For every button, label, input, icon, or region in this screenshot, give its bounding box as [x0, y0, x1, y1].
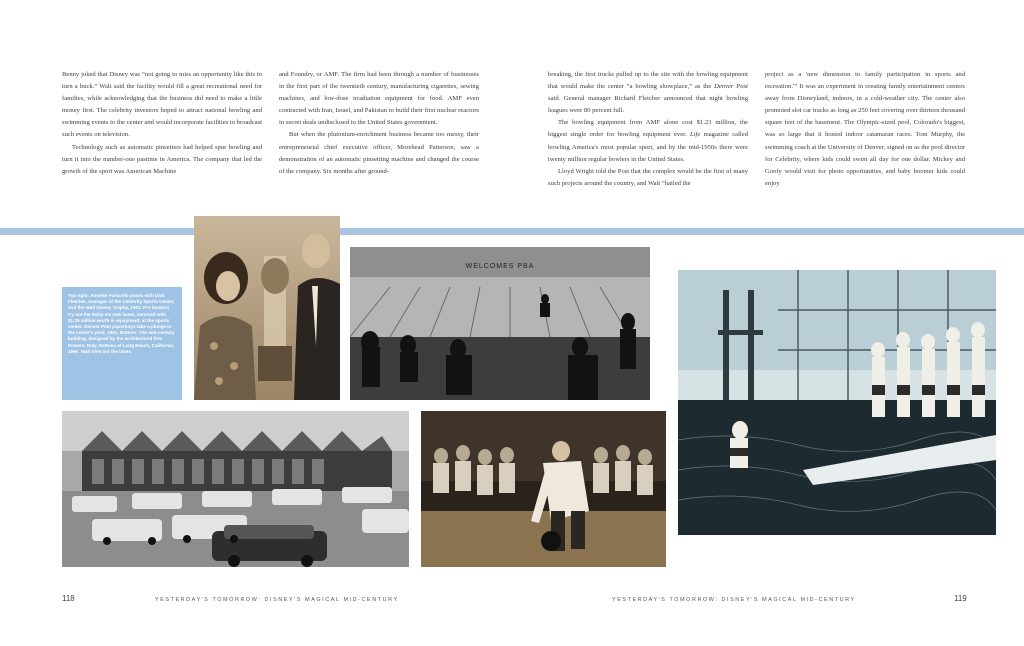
paragraph-text: The bowling equipment from AMF alone cost $1.23 million, the biggest single order for bowling equipment ever.: [548, 119, 748, 139]
text-column-2: [279, 69, 479, 178]
publication-name: Denver Post: [714, 83, 748, 91]
paragraph: Lloyd Wright told the Post that the complex would be the first of many such projects around the country, and Walt “hailed the: [548, 167, 748, 187]
publication-name: Life: [690, 131, 701, 139]
text-column-4: [765, 69, 965, 190]
photo-swimming-pool: [678, 270, 996, 535]
paragraph-text: breaking, the first trucks pulled up to the site with the bowling equipment that would make the center “a bowling showplace,” as the: [548, 71, 748, 91]
running-head-right: YESTERDAY'S TOMORROW: DISNEY'S MAGICAL MID-CENTURY: [612, 597, 856, 603]
photo-building-exterior: [62, 411, 409, 567]
text-column-1: [62, 69, 262, 178]
page-number-right: 119: [954, 594, 967, 603]
paragraph-text: said. General manager Richard Fletcher announced that night bowling leagues were 80 percent full.: [548, 95, 748, 115]
caption-text: Top right: Annette Funicello poses with Dick Fletcher, manager of the Celebrity Sports Center, and the Walt Disney Trophy, 1962. Pro bowlers try out the thirty-six new lanes, serviced with $1.25 million worth in equipment, at the sports center. Denver Post paperboys take a plunge in the center's pool, 1961. Bottom: The mid-century building, designed by the architectural firm Powers, Daly, DeRosa of Long Beach, California, 1960. Walt tries out the lanes.: [68, 293, 175, 354]
paragraph: [548, 69, 748, 117]
paragraph-text: magazine called bowling America's most popular sport, and by the mid-1950s there were twenty million regular bowlers in the United States.: [548, 131, 748, 163]
running-head-left: YESTERDAY'S TOMORROW: DISNEY'S MAGICAL MID-CENTURY: [155, 597, 399, 603]
paragraph: project as a 'new dimension to family participation in sports and recreation.'” It was an experiment in creating family entertainment centers away from Disneyland, indoors, in a cold-weather city. The center also promoted slot car tracks as long as 250 feet covering over thirteen thousand square feet of the basement. The Olympic-sized pool, Colorado's biggest, was so large that it hosted indoor catamaran races. Tom Murphy, the swimming coach at the University of Denver, signed on as the pool director for Celebrity, where kids could swim all day for one dollar. Mickey and Goofy would visit for photo opportunities, and baby boomer kids could enjoy: [765, 71, 965, 187]
photo-caption: [62, 287, 182, 400]
paragraph: Technology such as automatic pinsetters had helped spur bowling and turn it into the number-one pastime in America. The company that led the growth of the sport was American Machine: [62, 143, 262, 175]
photo-bowling-lanes: [350, 247, 650, 400]
photo-walt-bowling: [421, 411, 666, 567]
paragraph: But when the plutonium-enrichment business became too messy, their entrepreneurial chief executive officer, Morehead Patterson, saw a demonstration of an automatic pinsetting machine and changed the course of the company. Six months after ground-: [279, 131, 479, 175]
paragraph: [548, 117, 748, 165]
page-number-left: 118: [62, 594, 75, 603]
paragraph: Benny joked that Disney was “not going to miss an opportunity like this to turn a buck.” Walt said the facility would fill a great recreational need for families, while acknowledging that the business did need to make a little money first. The celebrity investors hoped to attract national bowling and swimming events to the center and would incorporate facilities to broadcast such events on television.: [62, 71, 262, 139]
photo-trophy: [194, 216, 340, 400]
paragraph: and Foundry, or AMF. The firm had been through a number of businesses in the first part of the twentieth century, manufacturing cigarettes, sewing machines, and low-dose irradiation equipment for food. AMF even contracted with Iran, Israel, and Pakistan to build their first nuclear reactors in secret deals undisclosed to the United States government.: [279, 71, 479, 127]
text-column-3: [548, 69, 748, 190]
decorative-band: [0, 228, 1024, 235]
lanes-sign: WELCOMES PBA: [465, 263, 535, 270]
